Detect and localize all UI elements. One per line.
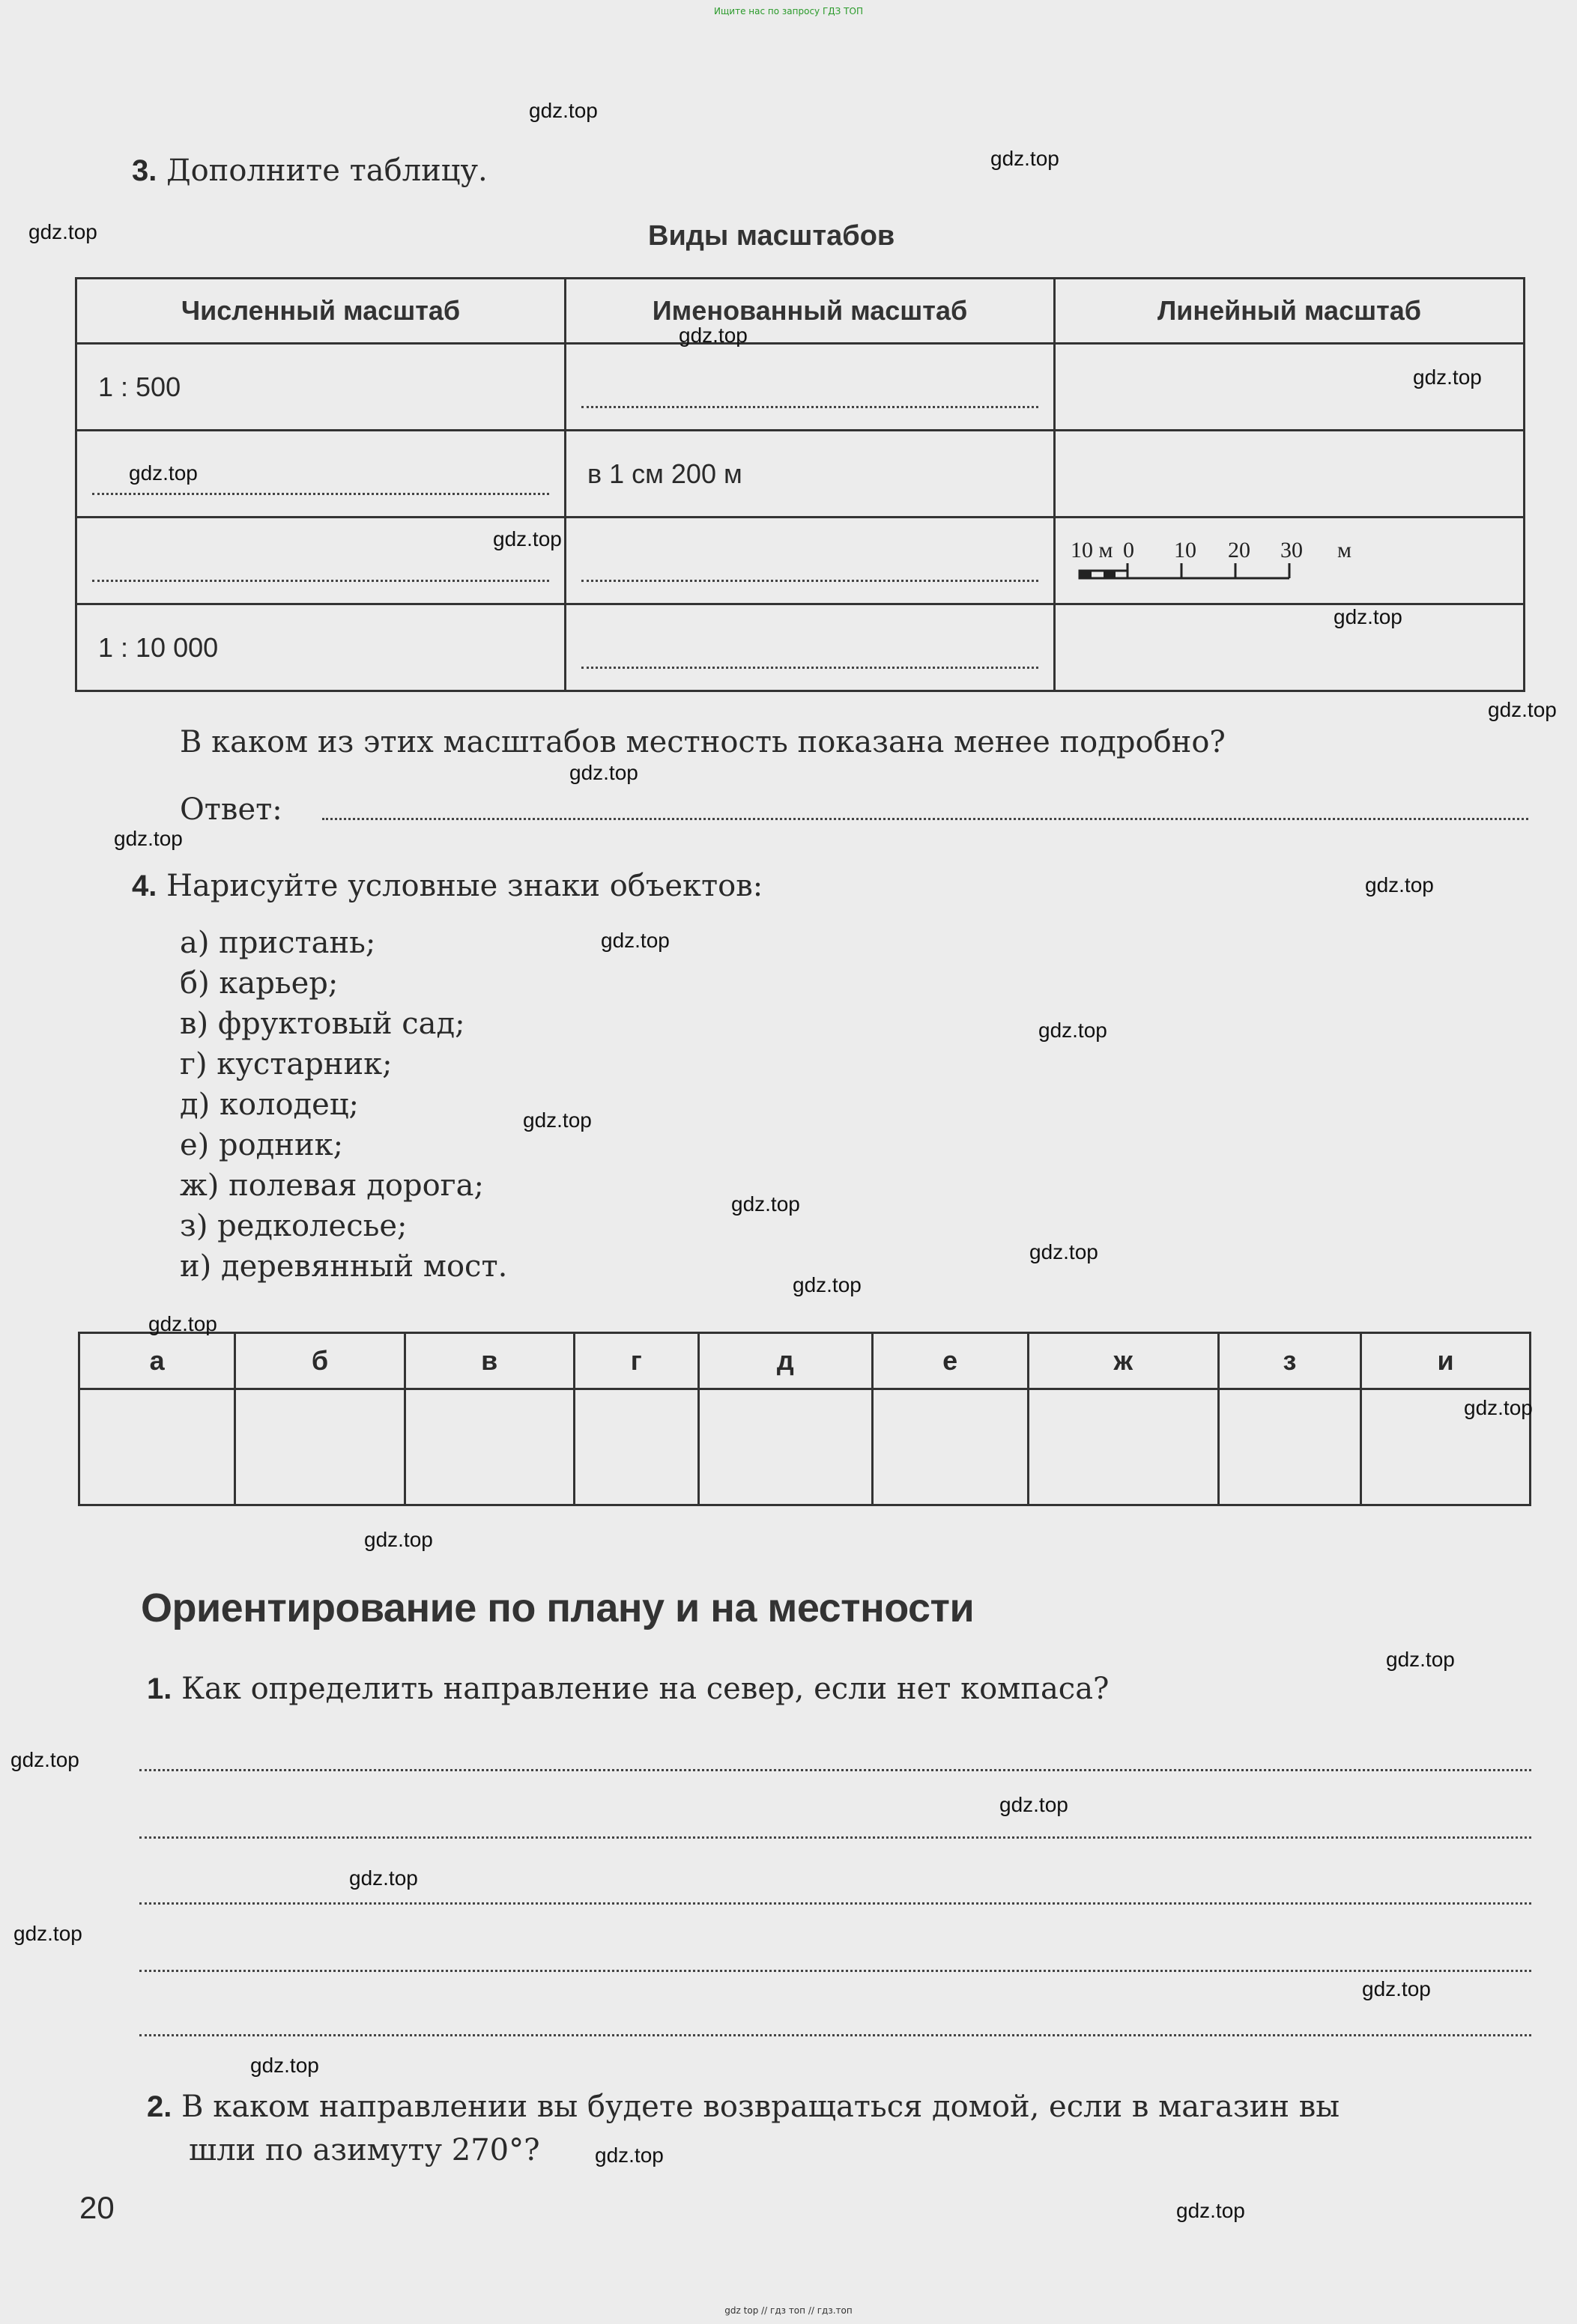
- task4-number: 4.: [132, 870, 157, 902]
- task3-question: В каком из этих масштабов местность показана менее подробно?: [180, 725, 1226, 759]
- watermark: gdz.top: [114, 827, 183, 850]
- list-item: б) карьер;: [180, 966, 339, 1001]
- drawing-cell[interactable]: [1028, 1389, 1218, 1505]
- q1-text: Как определить направление на север, если нет компаса?: [181, 1672, 1110, 1706]
- drawing-cell[interactable]: [574, 1389, 698, 1505]
- task3-text: Дополните таблицу.: [166, 154, 488, 188]
- table-row: [76, 518, 1525, 604]
- named-scale-value: в 1 см 200 м: [587, 458, 742, 489]
- watermark: gdz.top: [999, 1793, 1068, 1816]
- task4-text: Нарисуйте условные знаки объектов:: [166, 869, 763, 903]
- answer-cell[interactable]: [1055, 431, 1525, 518]
- answer-cell[interactable]: [1055, 604, 1525, 691]
- letter-header: ж: [1028, 1333, 1218, 1389]
- list-item: з) редколесье;: [180, 1209, 408, 1243]
- task3-number: 3.: [132, 154, 157, 187]
- numeric-scale-value: 1 : 500: [98, 371, 181, 402]
- scales-table: [75, 277, 1525, 692]
- watermark: gdz.top: [601, 929, 670, 952]
- watermark: gdz.top: [493, 527, 562, 550]
- answer-line[interactable]: [92, 493, 549, 495]
- scale-label: 10 м: [1071, 538, 1113, 562]
- column-header: Линейный масштаб: [1055, 279, 1525, 344]
- watermark: gdz.top: [148, 1312, 217, 1335]
- watermark: gdz.top: [1464, 1396, 1533, 1419]
- drawing-cell[interactable]: [235, 1389, 405, 1505]
- watermark: gdz.top: [731, 1192, 800, 1216]
- scale-label: 0: [1123, 538, 1134, 562]
- watermark: gdz.top: [1365, 873, 1434, 896]
- letter-header: и: [1361, 1333, 1531, 1389]
- drawing-cell[interactable]: [405, 1389, 574, 1505]
- letter-header: г: [574, 1333, 698, 1389]
- watermark: gdz.top: [523, 1108, 592, 1132]
- answer-line[interactable]: [139, 1836, 1531, 1839]
- drawing-cell[interactable]: [698, 1389, 872, 1505]
- column-header: Численный масштаб: [76, 279, 566, 344]
- list-item: и) деревянный мост.: [180, 1249, 508, 1284]
- watermark: gdz.top: [1386, 1648, 1455, 1671]
- section-question-2-line2: шли по азимуту 270°?: [189, 2133, 540, 2167]
- section-question-2-line1: [147, 2090, 1340, 2124]
- watermark: gdz.top: [250, 2054, 319, 2077]
- watermark: gdz.top: [1413, 365, 1482, 389]
- section-question-1: [147, 1672, 1110, 1706]
- watermark: gdz.top: [1029, 1240, 1098, 1263]
- letter-header: д: [698, 1333, 872, 1389]
- linear-scale-bar: [1071, 532, 1445, 592]
- scale-label: 30: [1280, 538, 1303, 562]
- watermark: gdz.top: [1334, 605, 1402, 628]
- watermark: gdz.top: [529, 99, 598, 122]
- watermark: gdz.top: [990, 147, 1059, 170]
- drawing-cell[interactable]: [872, 1389, 1028, 1505]
- signs-table: [78, 1332, 1531, 1506]
- table-row: [76, 344, 1525, 431]
- answer-line[interactable]: [139, 1970, 1531, 1972]
- watermark: gdz.top: [1176, 2199, 1245, 2222]
- list-item: г) кустарник;: [180, 1047, 393, 1081]
- answer-line[interactable]: [139, 2034, 1531, 2036]
- q2-text: В каком направлении вы будете возвращаться домой, если в магазин вы: [181, 2090, 1340, 2124]
- page-number: 20: [79, 2190, 115, 2225]
- table-title: Виды масштабов: [648, 220, 895, 252]
- list-item: е) родник;: [180, 1128, 344, 1162]
- letter-header: а: [79, 1333, 235, 1389]
- watermark: gdz.top: [1488, 698, 1557, 721]
- list-item: в) фруктовый сад;: [180, 1007, 465, 1041]
- task3-heading: [132, 154, 488, 188]
- watermark: gdz.top: [28, 220, 97, 243]
- letter-header: е: [872, 1333, 1028, 1389]
- list-item: д) колодец;: [180, 1087, 360, 1122]
- answer-line[interactable]: [92, 580, 549, 582]
- watermark: gdz.top: [349, 1866, 418, 1890]
- answer-line[interactable]: [581, 667, 1038, 669]
- letter-header: з: [1218, 1333, 1361, 1389]
- answer-line[interactable]: [139, 1902, 1531, 1905]
- answer-line[interactable]: [322, 818, 1528, 820]
- watermark: gdz.top: [595, 2144, 664, 2167]
- watermark: gdz.top: [364, 1528, 433, 1551]
- answer-line[interactable]: [581, 580, 1038, 582]
- header-note: Ищите нас по запросу ГДЗ ТОП: [714, 6, 863, 16]
- task4-heading: [132, 869, 763, 903]
- table-row: [76, 604, 1525, 691]
- q1-number: 1.: [147, 1672, 172, 1705]
- list-item: а) пристань;: [180, 926, 376, 960]
- letter-header: в: [405, 1333, 574, 1389]
- section-title: Ориентирование по плану и на местности: [141, 1586, 975, 1630]
- watermark: gdz.top: [569, 761, 638, 784]
- answer-label: Ответ:: [180, 792, 282, 827]
- scale-label: м: [1337, 538, 1352, 562]
- task4-list: [180, 923, 507, 1287]
- q2-number: 2.: [147, 2090, 172, 2123]
- answer-line[interactable]: [139, 1769, 1531, 1771]
- footer-note: gdz top // гдз топ // гдз.топ: [724, 2305, 853, 2316]
- watermark: gdz.top: [679, 324, 748, 347]
- scale-label: 20: [1228, 538, 1250, 562]
- list-item: ж) полевая дорога;: [180, 1168, 484, 1203]
- letter-header: б: [235, 1333, 405, 1389]
- watermark: gdz.top: [129, 461, 198, 485]
- watermark: gdz.top: [10, 1748, 79, 1771]
- watermark: gdz.top: [13, 1922, 82, 1945]
- watermark: gdz.top: [1362, 1977, 1431, 2000]
- column-header: Именованный масштаб: [566, 279, 1055, 344]
- numeric-scale-value: 1 : 10 000: [98, 631, 219, 663]
- watermark: gdz.top: [1038, 1019, 1107, 1042]
- watermark: gdz.top: [793, 1273, 862, 1296]
- table-row: [76, 431, 1525, 518]
- drawing-cell[interactable]: [79, 1389, 235, 1505]
- drawing-cell[interactable]: [1218, 1389, 1361, 1505]
- answer-line[interactable]: [581, 406, 1038, 408]
- scale-label: 10: [1174, 538, 1196, 562]
